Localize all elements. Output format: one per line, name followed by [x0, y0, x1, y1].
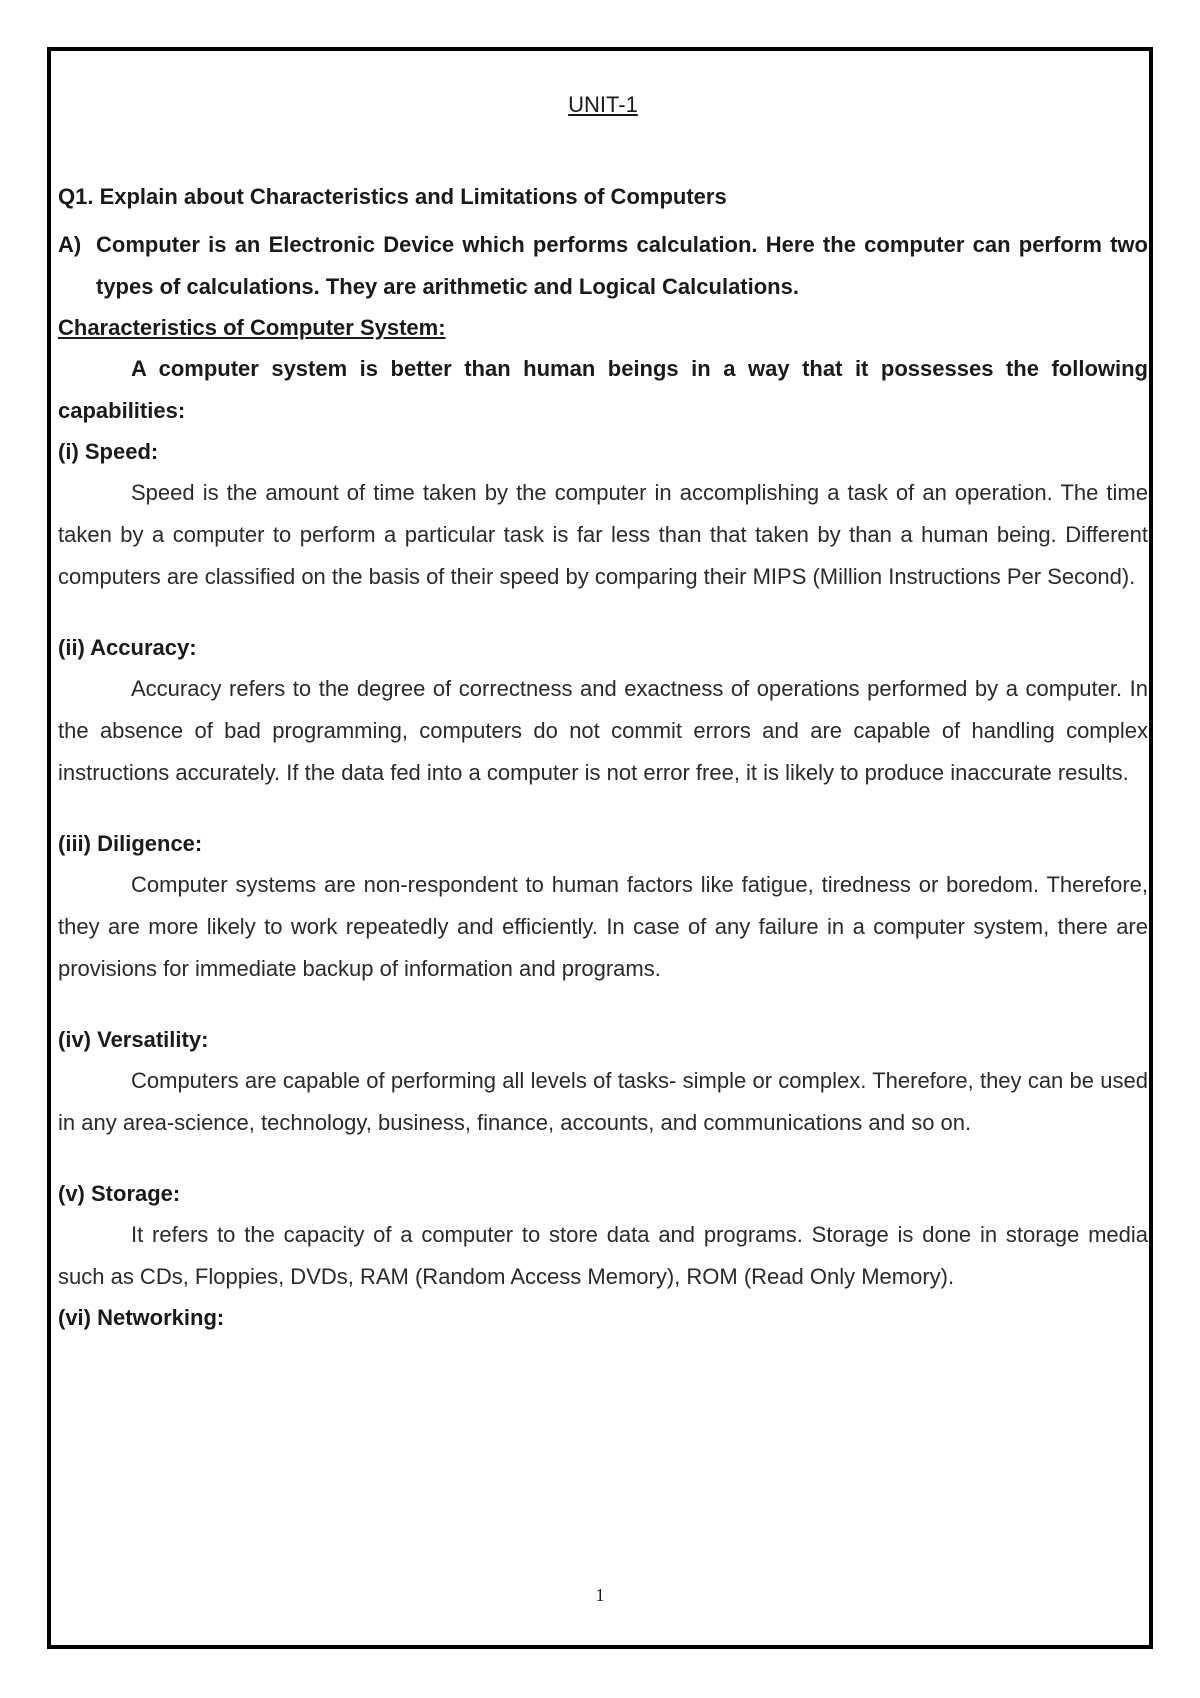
answer-marker: A) — [58, 232, 82, 257]
characteristic-heading-networking: (vi) Networking: — [58, 1305, 225, 1330]
document-content — [58, 90, 1148, 1338]
characteristic-heading-diligence: (iii) Diligence: — [58, 831, 203, 856]
question-title: Q1. Explain about Characteristics and Limitations of Computers — [58, 184, 727, 209]
characteristic-heading-versatility: (iv) Versatility: — [58, 1027, 209, 1052]
characteristic-body-storage: It refers to the capacity of a computer to store data and programs. Storage is done in storage media such as CDs, Floppies, DVDs, RAM (Random Access Memory), ROM (Read Only Memory). — [58, 1222, 1148, 1289]
unit-title: UNIT-1 — [568, 92, 638, 117]
characteristic-body-versatility: Computers are capable of performing all levels of tasks- simple or complex. Therefore, they can be used in any area-science, technology, business, finance, accounts, and communications and so on. — [58, 1068, 1148, 1135]
characteristic-body-accuracy: Accuracy refers to the degree of correctness and exactness of operations performed by a computer. In the absence of bad programming, computers do not commit errors and are capable of handling complex instructions accurately. If the data fed into a computer is not error free, it is likely to produce inaccurate results. — [58, 676, 1148, 785]
characteristic-body-speed: Speed is the amount of time taken by the computer in accomplishing a task of an operation. The time taken by a computer to perform a particular task is far less than that taken by than a human being. Different computers are classified on the basis of their speed by comparing their MIPS (Million Instructions Per Second). — [58, 480, 1148, 589]
answer-paragraph — [58, 224, 1148, 308]
characteristic-heading-storage: (v) Storage: — [58, 1181, 181, 1206]
characteristic-body-diligence: Computer systems are non-respondent to human factors like fatigue, tiredness or boredom. Therefore, they are more likely to work repeatedly and efficiently. In case of any failure in a computer system, there are provisions for immediate backup of information and programs. — [58, 872, 1148, 981]
section-heading: Characteristics of Computer System: — [58, 315, 446, 340]
page-number: 1 — [595, 1585, 605, 1605]
intro-paragraph: A computer system is better than human beings in a way that it possesses the following capabilities: — [58, 356, 1148, 423]
answer-text: Computer is an Electronic Device which performs calculation. Here the computer can perform two types of calculations. They are arithmetic and Logical Calculations. — [96, 232, 1148, 299]
characteristic-heading-speed: (i) Speed: — [58, 439, 159, 464]
characteristic-heading-accuracy: (ii) Accuracy: — [58, 635, 197, 660]
